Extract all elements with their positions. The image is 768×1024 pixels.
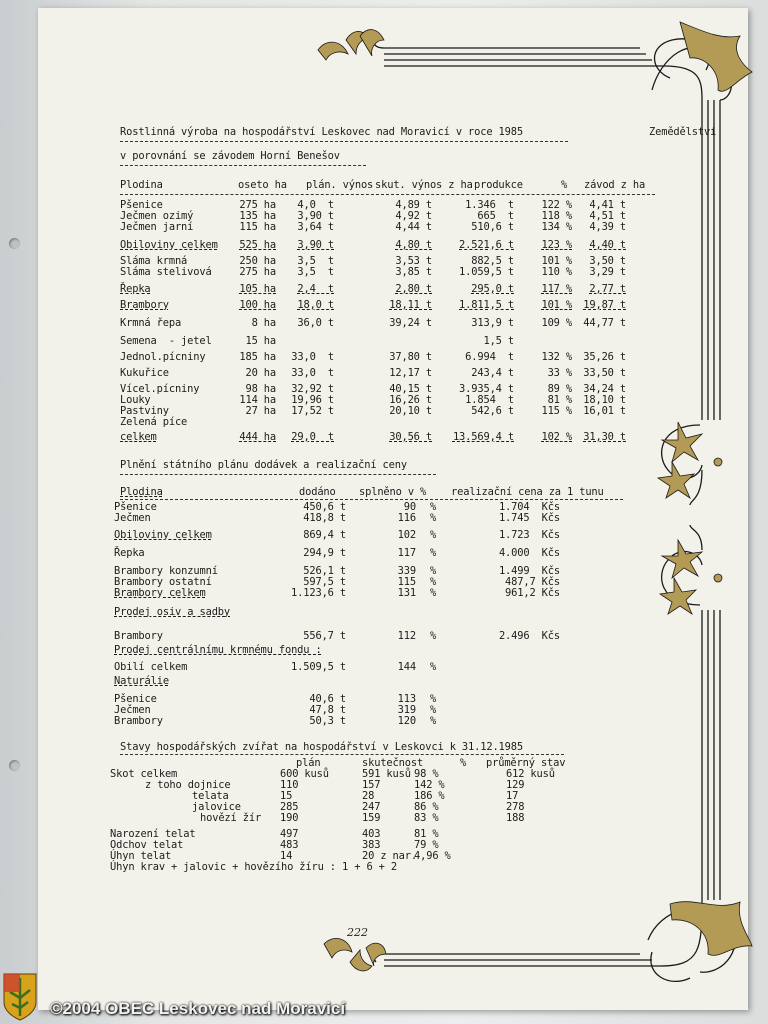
livestock-footer-note: Úhyn krav + jalovic + hovězího žíru : 1 + 6 + 2 <box>110 861 397 873</box>
delivery-row-1-col-1: 418,8 t <box>303 512 346 524</box>
crop-row-12-col-0: Vícel.pícniny <box>120 383 200 395</box>
crop-row-13-col-4: 1.854 t <box>465 394 514 406</box>
page-number: 222 <box>347 926 368 939</box>
crop-row-8-col-4: 313,9 t <box>471 317 514 329</box>
crop-row-8-col-0: Krmná řepa <box>120 317 182 329</box>
crop-row-4-col-5: 101 % <box>541 255 572 267</box>
t2-col-header-fulfilled: splněno v % <box>359 486 427 498</box>
crop-row-5-col-1: 275 ha <box>239 266 276 278</box>
delivery-row-14-col-2: 120 <box>397 715 416 727</box>
livestock-row-3-col-0: jalovice <box>192 801 241 813</box>
livestock-row-1-col-2: 157 <box>362 779 381 791</box>
delivery-row-14-col-3: % <box>430 715 437 727</box>
delivery-row-13-col-3: % <box>430 704 437 716</box>
crop-row-13-col-1: 114 ha <box>239 394 276 406</box>
crop-row-14-col-0: Pastviny <box>120 405 169 417</box>
livestock-row-0-col-2: 591 kusů <box>362 768 411 780</box>
delivery-row-1-col-3: % <box>430 512 437 524</box>
delivery-row-2-col-1: 869,4 t <box>303 529 346 541</box>
t3-col-header-actual: skutečnost <box>362 757 424 769</box>
t2-col-header-delivered: dodáno <box>299 486 336 498</box>
delivery-row-2-col-0: Obiloviny celkem <box>114 529 212 541</box>
livestock-row-2-col-0: telata <box>192 790 229 802</box>
delivery-row-12-col-3: % <box>430 693 437 705</box>
crop-row-2-col-2: 3,64 t <box>297 221 334 233</box>
livestock-row-0-col-1: 600 kusů <box>280 768 329 780</box>
crop-row-0-col-4: 1.346 t <box>465 199 514 211</box>
livestock-row-7-col-1: 14 <box>280 850 293 862</box>
delivery-row-6-col-0: Brambory celkem <box>114 587 206 599</box>
livestock-row-6-col-0: Odchov telat <box>110 839 184 851</box>
livestock-row-4-col-1: 190 <box>280 812 299 824</box>
col-header-crop: Plodina <box>120 179 163 191</box>
section2-underline <box>120 474 436 475</box>
crop-row-7-col-1: 100 ha <box>239 299 276 311</box>
crop-row-12-col-2: 32,92 t <box>291 383 334 395</box>
crop-row-13-col-0: Louky <box>120 394 151 406</box>
delivery-row-12-col-2: 113 <box>397 693 416 705</box>
crop-row-9-col-0: Semena - jetel <box>120 335 212 347</box>
livestock-row-6-col-2: 383 <box>362 839 381 851</box>
delivery-row-4-col-1: 526,1 t <box>303 565 346 577</box>
t2-col-header-crop: Plodina <box>120 486 163 498</box>
crop-row-5-col-4: 1.059,5 t <box>459 266 514 278</box>
crop-row-12-col-6: 34,24 t <box>583 383 626 395</box>
crop-row-13-col-2: 19,96 t <box>291 394 334 406</box>
crop-row-16-col-6: 31,30 t <box>583 431 626 443</box>
crop-row-0-col-6: 4,41 t <box>589 199 626 211</box>
crop-row-15-col-0: Zelená píce <box>120 416 188 428</box>
delivery-row-6-col-4: 961,2 Kčs <box>505 587 560 599</box>
delivery-row-5-col-0: Brambory ostatní <box>114 576 212 588</box>
crop-row-4-col-4: 882,5 t <box>471 255 514 267</box>
delivery-row-4-col-3: % <box>430 565 437 577</box>
livestock-row-3-col-2: 247 <box>362 801 381 813</box>
livestock-row-2-col-4: 17 <box>506 790 519 802</box>
crop-row-4-col-2: 3,5 t <box>297 255 334 267</box>
delivery-row-2-col-4: 1.723 Kčs <box>498 529 560 541</box>
delivery-row-13-col-2: 319 <box>397 704 416 716</box>
crop-row-11-col-4: 243,4 t <box>471 367 514 379</box>
livestock-row-0-col-3: 98 % <box>414 768 439 780</box>
livestock-row-5-col-2: 403 <box>362 828 381 840</box>
crop-row-1-col-5: 118 % <box>541 210 572 222</box>
title-underline <box>120 141 568 142</box>
crop-row-5-col-5: 110 % <box>541 266 572 278</box>
livestock-row-7-col-2: 20 z nar. <box>362 850 417 862</box>
col-header-area: oseto ha <box>238 179 287 191</box>
livestock-row-4-col-3: 83 % <box>414 812 439 824</box>
livestock-row-7-col-3: 4,96 % <box>414 850 451 862</box>
livestock-row-2-col-2: 28 <box>362 790 375 802</box>
crop-row-5-col-2: 3,5 t <box>297 266 334 278</box>
section2-title: Plnění státního plánu dodávek a realizační ceny <box>120 459 407 471</box>
crop-row-14-col-3: 20,10 t <box>389 405 432 417</box>
delivery-row-6-col-2: 131 <box>397 587 416 599</box>
crop-row-3-col-6: 4,40 t <box>589 239 626 251</box>
livestock-row-1-col-1: 110 <box>280 779 299 791</box>
delivery-row-10-col-2: 144 <box>397 661 416 673</box>
livestock-row-2-col-1: 15 <box>280 790 293 802</box>
crop-row-10-col-3: 37,80 t <box>389 351 432 363</box>
crop-row-7-col-4: 1.811,5 t <box>459 299 514 311</box>
crop-row-3-col-4: 2.521,6 t <box>459 239 514 251</box>
crop-row-6-col-4: 295,0 t <box>471 283 514 295</box>
delivery-row-5-col-4: 487,7 Kčs <box>505 576 560 588</box>
crop-row-1-col-0: Ječmen ozimý <box>120 210 194 222</box>
delivery-row-0-col-3: % <box>430 501 437 513</box>
delivery-row-13-col-1: 47,8 t <box>309 704 346 716</box>
delivery-row-8-col-4: 2.496 Kčs <box>498 630 560 642</box>
col-header-production: produkce <box>474 179 523 191</box>
subtitle-underline <box>120 165 366 166</box>
crop-row-3-col-2: 3,90 t <box>297 239 334 251</box>
crop-row-7-col-6: 19,87 t <box>583 299 626 311</box>
delivery-row-0-col-4: 1.704 Kčs <box>498 501 560 513</box>
crop-row-6-col-2: 2,4 t <box>297 283 334 295</box>
crop-row-2-col-0: Ječmen jarní <box>120 221 194 233</box>
delivery-row-5-col-3: % <box>430 576 437 588</box>
crop-row-2-col-4: 510,6 t <box>471 221 514 233</box>
crop-row-8-col-6: 44,77 t <box>583 317 626 329</box>
crop-row-3-col-0: Obiloviny celkem <box>120 239 218 251</box>
livestock-row-0-col-4: 612 kusů <box>506 768 555 780</box>
section-label: Zemědělství <box>649 126 717 138</box>
crop-row-3-col-5: 123 % <box>541 239 572 251</box>
crop-row-14-col-4: 542,6 t <box>471 405 514 417</box>
crop-row-8-col-5: 109 % <box>541 317 572 329</box>
crop-row-0-col-1: 275 ha <box>239 199 276 211</box>
crop-row-1-col-1: 135 ha <box>239 210 276 222</box>
crop-row-16-col-3: 30,56 t <box>389 431 432 443</box>
delivery-row-9-col-0: Prodej centrálnímu krmnému fondu : <box>114 644 322 656</box>
livestock-row-1-col-4: 129 <box>506 779 525 791</box>
delivery-row-10-col-1: 1.509,5 t <box>291 661 346 673</box>
crop-row-0-col-0: Pšenice <box>120 199 163 211</box>
crop-row-13-col-6: 18,10 t <box>583 394 626 406</box>
crop-row-1-col-2: 3,90 t <box>297 210 334 222</box>
delivery-row-1-col-0: Ječmen <box>114 512 151 524</box>
livestock-row-4-col-0: hovězí žír <box>200 812 262 824</box>
table2-header-line <box>120 499 623 500</box>
delivery-row-1-col-2: 116 <box>397 512 416 524</box>
crop-row-14-col-2: 17,52 t <box>291 405 334 417</box>
delivery-row-14-col-0: Brambory <box>114 715 163 727</box>
crop-row-2-col-5: 134 % <box>541 221 572 233</box>
t3-col-header-average: průměrný stav <box>486 757 566 769</box>
livestock-row-0-col-0: Skot celkem <box>110 768 178 780</box>
copyright-watermark: ©2004 OBEC Leskovec nad Moravicí <box>50 999 346 1018</box>
delivery-row-13-col-0: Ječmen <box>114 704 151 716</box>
crop-row-1-col-4: 665 t <box>477 210 514 222</box>
crop-row-6-col-6: 2,77 t <box>589 283 626 295</box>
crop-row-6-col-5: 117 % <box>541 283 572 295</box>
crop-row-16-col-5: 102 % <box>541 431 572 443</box>
crop-row-16-col-2: 29,0 t <box>291 431 334 443</box>
delivery-row-11-col-0: Naturálie <box>114 675 169 687</box>
crop-row-11-col-2: 33,0 t <box>291 367 334 379</box>
delivery-row-12-col-0: Pšenice <box>114 693 157 705</box>
delivery-row-8-col-0: Brambory <box>114 630 163 642</box>
crop-row-7-col-3: 18,11 t <box>389 299 432 311</box>
crop-row-0-col-2: 4,0 t <box>297 199 334 211</box>
livestock-row-6-col-1: 483 <box>280 839 299 851</box>
delivery-row-3-col-0: Řepka <box>114 547 145 559</box>
delivery-row-0-col-1: 450,6 t <box>303 501 346 513</box>
col-header-percent: % <box>561 179 568 191</box>
crop-row-4-col-3: 3,53 t <box>395 255 432 267</box>
delivery-row-5-col-1: 597,5 t <box>303 576 346 588</box>
livestock-row-1-col-3: 142 % <box>414 779 445 791</box>
crop-row-1-col-3: 4,92 t <box>395 210 432 222</box>
delivery-row-6-col-3: % <box>430 587 437 599</box>
delivery-row-12-col-1: 40,6 t <box>309 693 346 705</box>
municipal-coat-of-arms-icon <box>2 972 38 1022</box>
crop-row-11-col-3: 12,17 t <box>389 367 432 379</box>
delivery-row-8-col-1: 556,7 t <box>303 630 346 642</box>
delivery-row-0-col-2: 90 <box>403 501 416 513</box>
livestock-row-5-col-3: 81 % <box>414 828 439 840</box>
livestock-row-5-col-0: Narození telat <box>110 828 196 840</box>
delivery-row-5-col-2: 115 <box>397 576 416 588</box>
crop-row-6-col-0: Řepka <box>120 283 151 295</box>
livestock-row-5-col-1: 497 <box>280 828 299 840</box>
delivery-row-0-col-0: Pšenice <box>114 501 157 513</box>
t3-col-header-plan: plán <box>296 757 321 769</box>
crop-row-5-col-3: 3,85 t <box>395 266 432 278</box>
delivery-row-3-col-4: 4.000 Kčs <box>498 547 560 559</box>
table1-header-line <box>120 194 655 195</box>
livestock-row-3-col-4: 278 <box>506 801 525 813</box>
crop-row-16-col-4: 13.569,4 t <box>452 431 514 443</box>
crop-row-4-col-1: 250 ha <box>239 255 276 267</box>
document-title: Rostlinná výroba na hospodářství Leskovec nad Moravicí v roce 1985 <box>120 126 523 138</box>
delivery-row-2-col-3: % <box>430 529 437 541</box>
delivery-row-6-col-1: 1.123,6 t <box>291 587 346 599</box>
crop-row-4-col-0: Sláma krmná <box>120 255 188 267</box>
delivery-row-2-col-2: 102 <box>397 529 416 541</box>
crop-row-13-col-3: 16,26 t <box>389 394 432 406</box>
crop-row-6-col-3: 2,80 t <box>395 283 432 295</box>
crop-row-11-col-1: 20 ha <box>245 367 276 379</box>
crop-row-12-col-4: 3.935,4 t <box>459 383 514 395</box>
crop-row-3-col-1: 525 ha <box>239 239 276 251</box>
crop-row-7-col-2: 18,0 t <box>297 299 334 311</box>
crop-row-2-col-6: 4,39 t <box>589 221 626 233</box>
crop-row-16-col-0: celkem <box>120 431 157 443</box>
crop-row-2-col-3: 4,44 t <box>395 221 432 233</box>
delivery-row-4-col-0: Brambory konzumní <box>114 565 218 577</box>
delivery-row-3-col-2: 117 <box>397 547 416 559</box>
crop-row-9-col-4: 1,5 t <box>483 335 514 347</box>
crop-row-3-col-3: 4,80 t <box>395 239 432 251</box>
livestock-row-6-col-3: 79 % <box>414 839 439 851</box>
crop-row-13-col-5: 81 % <box>547 394 572 406</box>
crop-row-9-col-1: 15 ha <box>245 335 276 347</box>
crop-row-10-col-1: 185 ha <box>239 351 276 363</box>
delivery-row-3-col-1: 294,9 t <box>303 547 346 559</box>
delivery-row-7-col-0: Prodej osiv a sadby <box>114 606 231 618</box>
crop-row-14-col-1: 27 ha <box>245 405 276 417</box>
crop-row-10-col-0: Jednol.pícniny <box>120 351 206 363</box>
crop-row-5-col-0: Sláma stelivová <box>120 266 212 278</box>
livestock-row-1-col-0: z toho dojnice <box>145 779 231 791</box>
delivery-row-1-col-4: 1.745 Kčs <box>498 512 560 524</box>
crop-row-14-col-6: 16,01 t <box>583 405 626 417</box>
crop-row-6-col-1: 105 ha <box>239 283 276 295</box>
crop-row-7-col-0: Brambory <box>120 299 169 311</box>
t3-col-header-percent: % <box>460 757 467 769</box>
section3-title: Stavy hospodářských zvířat na hospodářství v Leskovci k 31.12.1985 <box>120 741 523 753</box>
t2-col-header-price: realizační cena za 1 tunu <box>451 486 604 498</box>
crop-row-12-col-1: 98 ha <box>245 383 276 395</box>
crop-row-16-col-1: 444 ha <box>239 431 276 443</box>
delivery-row-10-col-0: Obilí celkem <box>114 661 188 673</box>
livestock-row-7-col-0: Úhyn telat <box>110 850 172 862</box>
crop-row-11-col-0: Kukuřice <box>120 367 169 379</box>
crop-row-11-col-5: 33 % <box>547 367 572 379</box>
crop-row-8-col-1: 8 ha <box>251 317 276 329</box>
crop-row-11-col-6: 33,50 t <box>583 367 626 379</box>
livestock-row-3-col-3: 86 % <box>414 801 439 813</box>
document-subtitle: v porovnání se závodem Horní Benešov <box>120 150 340 162</box>
livestock-row-2-col-3: 186 % <box>414 790 445 802</box>
crop-row-12-col-3: 40,15 t <box>389 383 432 395</box>
crop-row-10-col-2: 33,0 t <box>291 351 334 363</box>
delivery-row-4-col-2: 339 <box>397 565 416 577</box>
col-header-plan-yield: plán. výnos <box>306 179 374 191</box>
livestock-row-3-col-1: 285 <box>280 801 299 813</box>
crop-row-10-col-4: 6.994 t <box>465 351 514 363</box>
delivery-row-3-col-3: % <box>430 547 437 559</box>
livestock-row-4-col-2: 159 <box>362 812 381 824</box>
delivery-row-10-col-3: % <box>430 661 437 673</box>
crop-row-14-col-5: 115 % <box>541 405 572 417</box>
crop-row-8-col-2: 36,0 t <box>297 317 334 329</box>
crop-row-4-col-6: 3,50 t <box>589 255 626 267</box>
crop-row-12-col-5: 89 % <box>547 383 572 395</box>
crop-row-1-col-6: 4,51 t <box>589 210 626 222</box>
crop-row-10-col-5: 132 % <box>541 351 572 363</box>
livestock-row-4-col-4: 188 <box>506 812 525 824</box>
crop-row-0-col-5: 122 % <box>541 199 572 211</box>
delivery-row-8-col-3: % <box>430 630 437 642</box>
col-header-actual-yield: skut. výnos z ha <box>375 179 473 191</box>
crop-row-0-col-3: 4,89 t <box>395 199 432 211</box>
crop-row-2-col-1: 115 ha <box>239 221 276 233</box>
crop-row-5-col-6: 3,29 t <box>589 266 626 278</box>
delivery-row-4-col-4: 1.499 Kčs <box>498 565 560 577</box>
delivery-row-8-col-2: 112 <box>397 630 416 642</box>
col-header-plant: závod z ha <box>584 179 646 191</box>
delivery-row-14-col-1: 50,3 t <box>309 715 346 727</box>
crop-row-8-col-3: 39,24 t <box>389 317 432 329</box>
crop-row-10-col-6: 35,26 t <box>583 351 626 363</box>
section3-underline <box>120 754 564 755</box>
crop-row-7-col-5: 101 % <box>541 299 572 311</box>
